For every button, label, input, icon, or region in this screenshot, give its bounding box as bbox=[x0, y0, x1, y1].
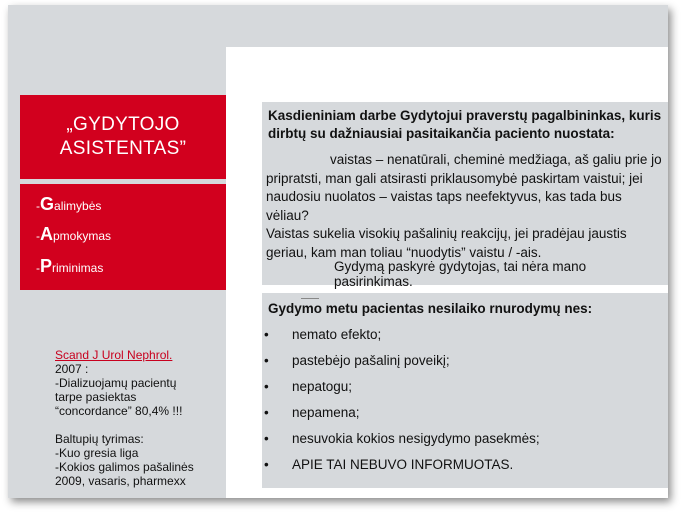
noncompliance-heading: Gydymo metu pacientas nesilaiko rnurodymų nes: bbox=[268, 301, 593, 316]
note-line: “concordance” 80,4% !!! bbox=[55, 404, 183, 418]
attitude-heading bbox=[268, 107, 668, 143]
note-line: Baltupių tyrimas: bbox=[55, 432, 144, 446]
attitude-body bbox=[266, 151, 666, 262]
patient-attitude-box bbox=[262, 102, 668, 289]
feature-item-galimybes bbox=[36, 194, 101, 215]
feature-rest: riminimas bbox=[52, 261, 104, 275]
noncompliance-box: Gydymo metu pacientas nesilaiko rnurodymų nes: • nemato efekto; • pastebėjo pašalinį poveikį; • nepatogu; • nepamena; • nesuvokia kokios nesigydymo pasekmės; • APIE TAI NEBUVO INFORMUOTAS. bbox=[262, 293, 668, 488]
note-line: tarpe pasiektas bbox=[55, 390, 137, 404]
note-line: -Dializuojamų pacientų bbox=[55, 376, 177, 390]
feature-prefix: - bbox=[36, 229, 40, 243]
body-line: geriau, kam man toliau “nuodytis” vaistu / -ais. bbox=[266, 244, 542, 260]
feature-item-apmokymas bbox=[36, 224, 111, 245]
note-line: 2009, vasaris, pharmexx bbox=[55, 474, 186, 488]
feature-prefix: - bbox=[36, 199, 40, 213]
title-block bbox=[20, 95, 226, 179]
body-line: pripratsti, man gali atsirasti priklausomybė paskirtam vaistui; jei bbox=[266, 170, 643, 186]
body-line: vaistas – nenatūrali, cheminė medžiaga, aš galiu prie jo bbox=[330, 152, 662, 167]
feature-rest: pmokymas bbox=[53, 229, 112, 243]
slide bbox=[8, 5, 668, 498]
note-line: 2007 : bbox=[55, 362, 89, 376]
body-line: Vaistas sukelia visokių pašalinių reakcijų, jei pradėjau jaustis bbox=[266, 226, 627, 241]
feature-prefix: - bbox=[36, 261, 40, 275]
title-line-2: ASISTENTAS” bbox=[59, 138, 187, 159]
attitude-signature: Gydymą paskyrė gydytojas, tai nėra mano pasirinkimas. bbox=[334, 259, 587, 289]
feature-list bbox=[20, 184, 226, 290]
title-line-1: „GYDYTOJO bbox=[66, 114, 180, 135]
feature-rest: alimybės bbox=[54, 199, 102, 213]
body-line: naudosiu nuolatos – vaistas taps neefektyvus, kas tada bus vėliau? bbox=[266, 189, 622, 223]
feature-initial: A bbox=[40, 224, 53, 244]
note-gap bbox=[55, 418, 225, 432]
feature-initial: G bbox=[40, 194, 55, 214]
notes bbox=[55, 348, 225, 488]
heading-line: dirbtų su dažniausiai pasitaikančia paciento nuostata: bbox=[268, 126, 615, 141]
note-line: -Kokios galimos pašalinės bbox=[55, 460, 194, 474]
reference-link[interactable]: Scand J Urol Nephrol. bbox=[55, 348, 173, 362]
feature-item-priminimas bbox=[36, 256, 103, 277]
feature-initial: P bbox=[40, 256, 53, 276]
divider bbox=[301, 298, 319, 299]
heading-line: Kasdieniniam darbe Gydytojui praverstų pagalbininkas, kuris bbox=[268, 108, 662, 123]
note-line: -Kuo gresia liga bbox=[55, 446, 139, 460]
